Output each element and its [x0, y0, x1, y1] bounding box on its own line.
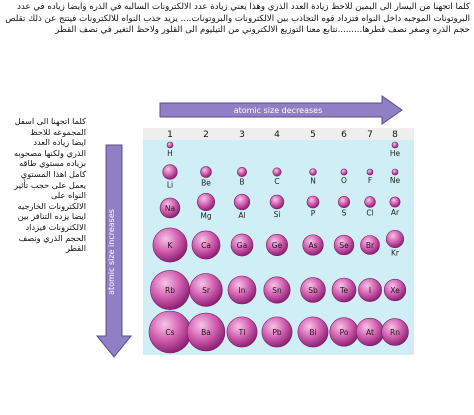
atom-br	[361, 236, 380, 255]
atom-symbol-se: Se	[339, 241, 349, 250]
atom-bi	[298, 317, 328, 347]
atom-ga	[231, 234, 253, 256]
atom-te	[332, 278, 356, 302]
atom-po	[330, 318, 359, 347]
atom-symbol-p: P	[310, 209, 316, 218]
atom-symbol-f: F	[367, 176, 373, 185]
atom-symbol-li: Li	[166, 180, 174, 190]
atom-sphere-li	[163, 165, 178, 180]
group-number-5: 5	[310, 130, 316, 140]
atom-symbol-k: K	[167, 241, 173, 250]
atom-as	[303, 235, 324, 256]
atom-sphere-be	[201, 167, 212, 178]
horizontal-arrow-label: atomic size decreases	[233, 106, 323, 115]
atom-se	[334, 235, 354, 255]
atom-symbol-tl: Tl	[238, 328, 246, 337]
atom-symbol-te: Te	[340, 286, 348, 295]
atom-symbol-si: Si	[273, 209, 281, 219]
atom-symbol-n: N	[310, 176, 316, 186]
atom-symbol-cs: Cs	[165, 328, 175, 337]
atom-sb	[301, 278, 326, 303]
atom-symbol-bi: Bi	[309, 328, 317, 337]
atom-symbol-ga: Ga	[236, 241, 248, 250]
atom-symbol-sn: Sn	[272, 286, 282, 295]
atom-sphere-f	[367, 169, 373, 175]
atom-sphere-cl	[365, 197, 376, 208]
atom-symbol-i: I	[368, 286, 372, 295]
atom-f	[367, 169, 373, 185]
atom-sphere-s	[338, 196, 349, 207]
atom-symbol-ba: Ba	[201, 328, 211, 337]
atom-tl	[227, 317, 257, 347]
atom-symbol-rb: Rb	[165, 286, 175, 295]
atom-sphere-ar	[390, 197, 400, 207]
atom-sphere-b	[237, 167, 246, 176]
atom-symbol-kr: Kr	[390, 248, 400, 258]
side-explanation: كلما اتجهنا الى اسفل المجموعه للاحظ ايضا زياده العدد الذري ولكنها مصحوبه بزياده مستوي طاقه كامل اهذا المستوي يعمل على حجب تأثير النواه على الالكترونات الخارجيه ايضا يزده التنافر بين الالكترونات فيزداد الحجم الذري ونصف القطر	[13, 116, 86, 254]
atom-k	[153, 228, 187, 262]
atom-sphere-p	[307, 196, 319, 208]
atom-sphere-si	[270, 195, 284, 209]
atom-n	[310, 169, 317, 186]
atom-i	[358, 278, 381, 301]
group-number-8: 8	[392, 130, 398, 140]
atom-ge	[266, 234, 287, 255]
atom-sphere-o	[341, 169, 347, 175]
atom-sn	[264, 277, 290, 303]
atom-ca	[192, 231, 220, 259]
atom-at	[356, 318, 384, 346]
atom-symbol-cl: Cl	[366, 208, 374, 218]
atom-symbol-he: He	[389, 149, 401, 158]
atom-sphere-kr	[386, 230, 403, 247]
atom-symbol-po: Po	[339, 328, 349, 337]
atom-symbol-sb: Sb	[308, 286, 318, 295]
atom-sphere-h	[167, 142, 173, 148]
atom-symbol-br: Br	[365, 241, 375, 250]
group-number-6: 6	[341, 130, 347, 140]
group-number-4: 4	[274, 130, 280, 140]
atom-ba	[187, 313, 225, 351]
atom-symbol-at: At	[366, 328, 374, 337]
atom-in	[228, 276, 256, 304]
atom-symbol-al: Al	[238, 210, 246, 220]
group-number-2: 2	[203, 130, 209, 140]
atom-symbol-h: H	[167, 149, 173, 158]
atom-symbol-c: C	[274, 177, 280, 187]
atom-sphere-n	[310, 169, 317, 176]
atom-symbol-s: S	[341, 208, 347, 218]
atom-o	[341, 169, 347, 185]
atom-cs	[149, 311, 191, 353]
atom-sphere-ne	[392, 169, 398, 175]
atom-symbol-ca: Ca	[201, 241, 211, 250]
atom-symbol-in: In	[238, 286, 246, 295]
intro-paragraph: كلما اتجهنا من اليسار الى اليمين للاحظ زيادة العدد الذري وهذا يعني زيادة عدد الالكترونات السالبه في الذره وايضا زياده في عدد البروتونات الموجبه داخل النواه فتزداد قوه التجاذب بين الالكترونات والبروتونات.... يزيد جذب النواه للالكترونات فيتتج عن ذلك تقلص حجم الذره وصغر نصف قطرها.........نتابع معنا التوزيع الالكتروني من التيليوم الى القلور ولاحظ التغير في نصف القطر	[5, 2, 470, 36]
atom-sr	[190, 274, 223, 307]
atom-symbol-mg: Mg	[200, 211, 212, 221]
atom-rb	[150, 270, 189, 309]
atom-sphere-al	[234, 194, 250, 210]
atom-sphere-he	[392, 142, 398, 148]
vertical-arrow-label: atomic size increases	[107, 209, 116, 295]
atom-na	[160, 198, 180, 218]
atom-rn	[382, 319, 409, 346]
atom-symbol-b: B	[239, 177, 245, 187]
atom-symbol-na: Na	[164, 204, 176, 213]
atom-symbol-ne: Ne	[389, 176, 401, 185]
group-number-7: 7	[367, 130, 373, 140]
atom-symbol-xe: Xe	[390, 286, 400, 295]
atom-h	[167, 142, 173, 158]
atom-sphere-c	[273, 168, 281, 176]
atom-symbol-ar: Ar	[390, 208, 400, 218]
group-number-1: 1	[167, 130, 173, 140]
atom-symbol-be: Be	[201, 178, 211, 188]
atom-xe	[384, 279, 406, 301]
atom-symbol-o: O	[341, 176, 347, 186]
atom-pb	[262, 317, 292, 347]
atom-symbol-as: As	[308, 241, 318, 250]
atom-sphere-mg	[197, 193, 214, 210]
atom-symbol-ge: Ge	[271, 241, 283, 250]
atom-symbol-sr: Sr	[202, 286, 210, 295]
group-number-3: 3	[239, 130, 245, 140]
atom-symbol-pb: Pb	[272, 328, 282, 337]
atom-symbol-rn: Rn	[390, 328, 400, 337]
